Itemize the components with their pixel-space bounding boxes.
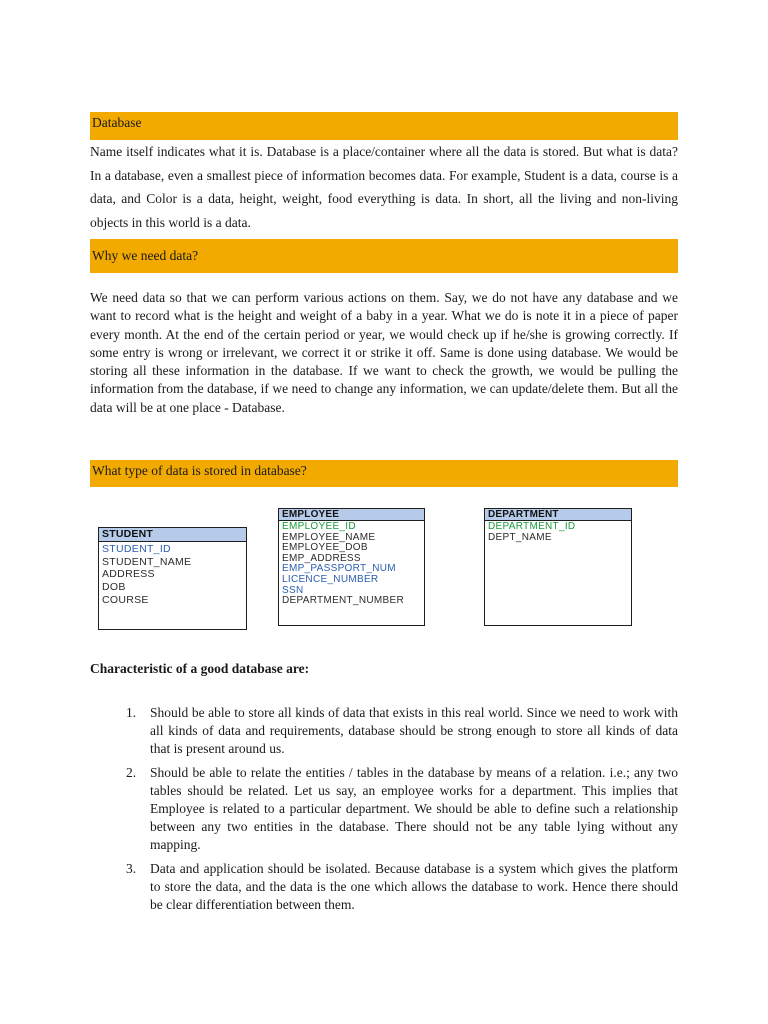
- table-columns: [279, 521, 424, 608]
- table-column: EMPLOYEE_ID: [282, 521, 356, 532]
- list-item: [118, 764, 678, 855]
- characteristics-list: [118, 704, 678, 919]
- section-heading-why-data: [90, 239, 678, 273]
- table-header: DEPARTMENT: [485, 509, 631, 521]
- table-column: COURSE: [102, 593, 149, 606]
- table-column: STUDENT_ID: [102, 542, 171, 555]
- characteristics-heading: Characteristic of a good database are:: [90, 661, 310, 676]
- list-item: [118, 704, 678, 759]
- employee-table: [278, 508, 425, 626]
- paragraph-why-data: We need data so that we can perform various actions on them. Say, we do not have any database and we want to record what is the height and weight of a baby in a year. What we do is note it in a piece of paper every month. At the end of the certain period or year, we would check up if he/she is growing correctly. If some entry is wrong or irrelevant, we correct it or strike it off. Same is done using database. We would be storing all these information in the database. If we want to check the growth, we would be pulling the information from the database, if we need to change any information, we can update/delete them. But all the data will be at one place - Database.: [90, 290, 678, 415]
- table-column: LICENCE_NUMBER: [282, 573, 379, 585]
- table-column: EMPLOYEE_DOB: [282, 542, 368, 554]
- table-columns: [485, 521, 631, 544]
- list-text: Should be able to relate the entities / tables in the database by means of a relation. i.e.; any two tables should be related. Let us say, an employee works for a department. This implies that Employee is related to a particular department. We should be able to define such a relationship between any two entities in the database. There should not be any table lying without any mapping.: [150, 764, 678, 853]
- table-column: DEPT_NAME: [488, 531, 552, 543]
- section-heading-database: [90, 112, 678, 140]
- table-column: EMPLOYEE_NAME: [282, 531, 376, 543]
- section-heading-data-type: [90, 460, 678, 487]
- student-table: [98, 527, 247, 630]
- table-column: DEPARTMENT_NUMBER: [282, 595, 404, 607]
- table-column: EMP_ADDRESS: [282, 552, 361, 564]
- heading-text: What type of data is stored in database?: [92, 463, 307, 478]
- list-item: [118, 860, 678, 915]
- table-column: SSN: [282, 584, 304, 596]
- table-column: DEPARTMENT_ID: [488, 521, 576, 532]
- table-column: ADDRESS: [102, 568, 155, 581]
- list-text: Should be able to store all kinds of data that exists in this real world. Since we need to work with all kinds of data and requirements, database should be strong enough to store all kinds of data that is present around us.: [150, 705, 678, 757]
- table-header: STUDENT: [99, 528, 246, 542]
- list-number: 1.: [126, 705, 137, 720]
- heading-text: Why we need data?: [92, 248, 199, 263]
- table-column: DOB: [102, 581, 126, 594]
- heading-text: Database: [92, 115, 142, 130]
- list-text: Data and application should be isolated. Because database is a system which gives the platform to store the data, and the data is the one which allows the database to work. Hence there should be clear differentiation between them.: [150, 860, 678, 913]
- table-header: EMPLOYEE: [279, 509, 424, 521]
- department-table: [484, 508, 632, 626]
- table-column: EMP_PASSPORT_NUM: [282, 563, 396, 575]
- table-column: STUDENT_NAME: [102, 555, 192, 568]
- list-number: 3.: [126, 860, 137, 876]
- table-columns: [99, 542, 246, 608]
- list-number: 2.: [126, 764, 137, 780]
- paragraph-database: Name itself indicates what it is. Database is a place/container where all the data is stored. But what is data? In a database, even a smallest piece of information becomes data. For example, Student is a data, course is a data, and Color is a data, height, weight, food everything is data. In short, all the living and non-living objects in this world is a data.: [90, 144, 678, 230]
